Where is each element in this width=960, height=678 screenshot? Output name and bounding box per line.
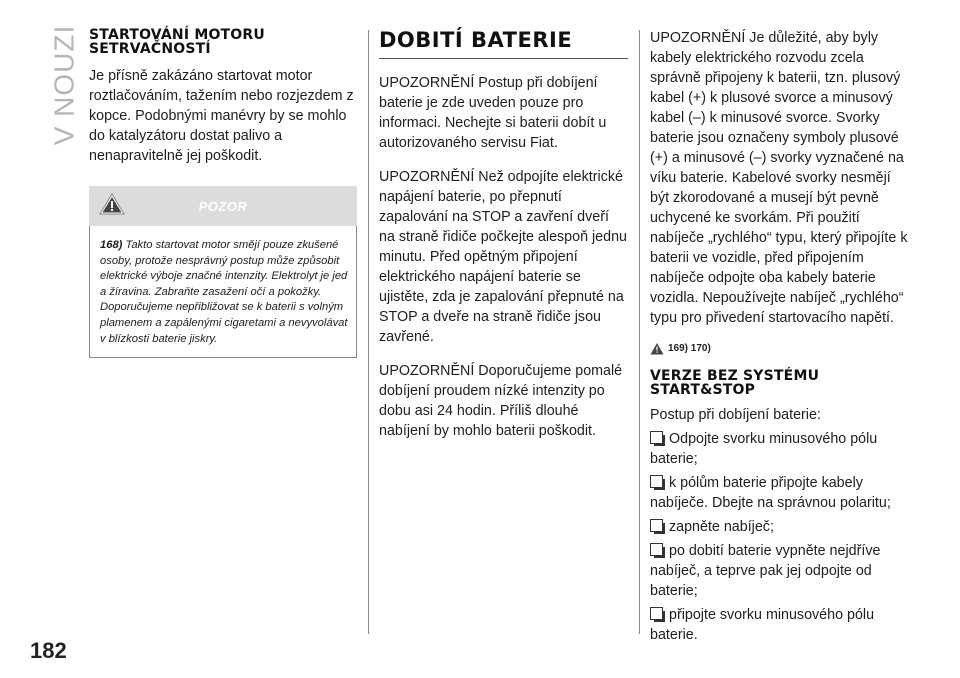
list-item [650, 541, 912, 601]
list-item [650, 429, 912, 469]
page-number: 182 [30, 638, 67, 663]
warning-header [89, 186, 357, 226]
warning-body [89, 226, 357, 358]
paragraph: Postup při dobíjení baterie: [650, 407, 821, 423]
list-item-text: připojte svorku minusového pólu baterie. [650, 607, 875, 643]
section-heading: VERZE BEZ SYSTÉMU START&STOP [650, 368, 820, 398]
paragraph: Je přísně zakázáno startovat motor roztlačováním, tažením nebo rozjezdem z kopce. Podobnými manévry by se mohlo do katalyzátoru dostat palivo a nenapravitelně jej poškodit. [89, 68, 354, 164]
warning-title: POZOR [198, 198, 248, 214]
list-item [650, 605, 912, 645]
column-1 [89, 28, 357, 358]
page-title: DOBITÍ BATERIE [379, 28, 573, 52]
checkbox-bullet-icon [650, 543, 663, 556]
list-item-text: k pólům baterie připojte kabely nabíječe. Dbejte na správnou polaritu; [650, 475, 891, 511]
list-item [650, 517, 912, 537]
list-item [650, 473, 912, 513]
column-3 [650, 28, 912, 649]
section-side-tab-label: V NOUZI [48, 24, 79, 146]
warning-icon [650, 342, 664, 355]
checkbox-bullet-icon [650, 431, 663, 444]
title-underline [379, 58, 628, 59]
column-divider [368, 30, 369, 634]
checkbox-bullet-icon [650, 607, 663, 620]
checkbox-bullet-icon [650, 519, 663, 532]
section-side-tab [48, 24, 80, 146]
list-item-text: po dobití baterie vypněte nejdříve nabíječ, a teprve pak jej odpojte od baterie; [650, 543, 881, 599]
checkbox-bullet-icon [650, 475, 663, 488]
paragraph: UPOZORNĚNÍ Postup při dobíjení baterie je zde uveden pouze pro informaci. Nechejte si baterii dobít u autorizovaného servisu Fiat. [379, 75, 607, 151]
paragraph: UPOZORNĚNÍ Doporučujeme pomalé dobíjení proudem nízké intenzity po dobu asi 24 hodin. Příliš dlouhé nabíjení by mohlo baterii poškodit. [379, 363, 623, 439]
warning-text: Takto startovat motor smějí pouze zkušené osoby, protože nesprávný postup může způsobit elektrické výboje značné intenzity. Elektrolyt je jed a žíravina. Zabraňte zasažení očí a pokožky. Doporučujeme nepřibližovat se k baterii s volným plamenem a zapálenými cigaretami a nevyvolávat v blízkosti baterie jiskry. [100, 239, 348, 345]
warning-icon [99, 192, 125, 216]
section-heading: STARTOVÁNÍ MOTORU SETRVAČNOSTÍ [89, 27, 265, 57]
paragraph: UPOZORNĚNÍ Než odpojíte elektrické napájení baterie, po přepnutí zapalování na STOP a zavření dveří na straně řidiče počkejte alespoň jednu minutu. Před opětným připojení elektrického napájení baterie se ujistěte, zda je zapalování přepnuté na STOP a dveře na straně řidiče jsou zavřené. [379, 169, 627, 345]
warning-refs [650, 342, 912, 355]
column-2 [379, 28, 628, 455]
warning-refs-text: 169) 170) [668, 343, 711, 354]
paragraph: UPOZORNĚNÍ Je důležité, aby byly kabely elektrického rozvodu zcela správně připojeny k baterii, tzn. plusový kabel (+) k plusové svorce a minusový kabel (–) k minusové svorce. Svorky baterie jsou označeny symboly plusové (+) a minusové (–) svorky vyznačené na víku baterie. Kabelové svorky nesmějí být zkorodované a musejí být pevně uchycené ke svorkám. Při použití nabíječe „rychlého“ typu, který připojíte k baterii ve vozidle, před připojením nabíječe odpojte oba kabely baterie vozidla. Nepoužívejte nabíječ „rychlého“ typu pro přivedení startovacího napětí. [650, 30, 908, 326]
list-item-text: zapněte nabíječ; [669, 519, 774, 535]
column-divider [639, 30, 640, 634]
warning-ref: 168) [100, 239, 123, 251]
list-item-text: Odpojte svorku minusového pólu baterie; [650, 431, 878, 467]
